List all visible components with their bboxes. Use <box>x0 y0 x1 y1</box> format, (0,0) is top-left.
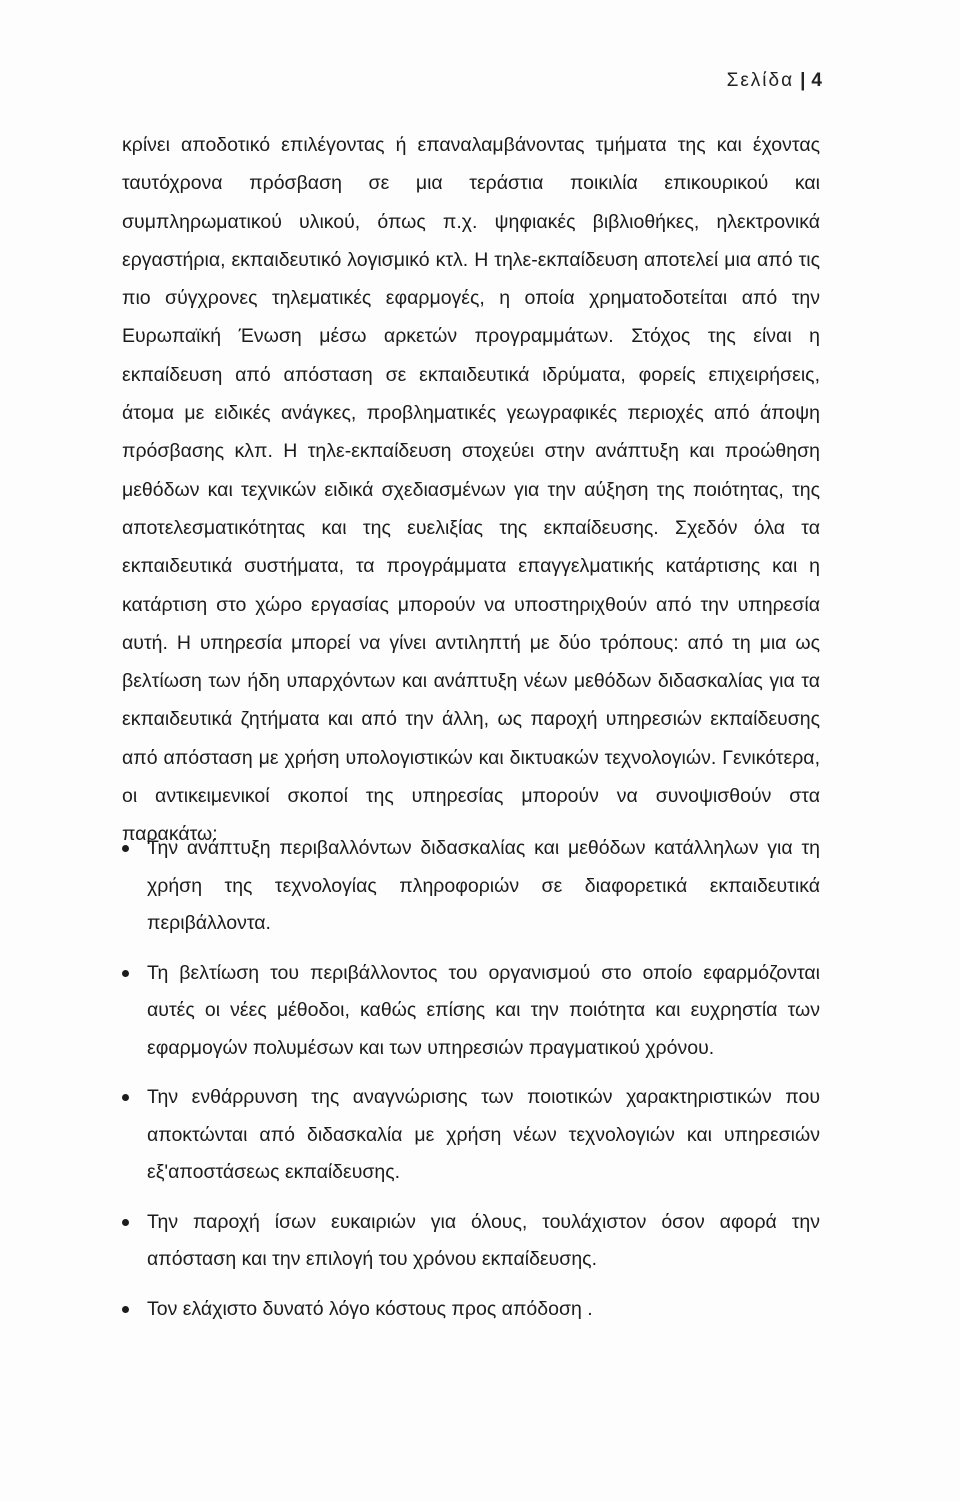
bullet-icon <box>122 845 129 852</box>
page-label: Σελίδα <box>726 70 795 91</box>
bullet-icon <box>122 970 129 977</box>
list-item-text: Τη βελτίωση του περιβάλλοντος του οργανισμού στο οποίο εφαρμόζονται αυτές οι νέες μέθοδοι, καθώς επίσης και την ποιότητα και ευχρηστία των εφαρμογών πολυμέσων και των υπηρεσιών πραγματικού χρόνου. <box>147 961 820 1059</box>
objectives-list <box>122 830 820 1340</box>
list-item <box>122 955 820 1068</box>
page-number: 4 <box>811 70 822 91</box>
list-item <box>122 1079 820 1192</box>
bullet-icon <box>122 1094 129 1101</box>
list-item-text: Την παροχή ίσων ευκαιριών για όλους, τουλάχιστον όσον αφορά την απόσταση και την επιλογή του χρόνου εκπαίδευσης. <box>147 1210 820 1270</box>
list-item <box>122 1291 820 1329</box>
list-item <box>122 1204 820 1279</box>
bullet-icon <box>122 1219 129 1226</box>
bullet-icon <box>122 1306 129 1313</box>
list-item-text: Τον ελάχιστο δυνατό λόγο κόστους προς απόδοση . <box>147 1297 593 1320</box>
header-separator: | <box>800 70 808 91</box>
list-item <box>122 830 820 943</box>
list-item-text: Την ενθάρρυνση της αναγνώρισης των ποιοτικών χαρακτηριστικών που αποκτώνται από διδασκαλία με χρήση νέων τεχνολογιών και υπηρεσιών εξ'αποστάσεως εκπαίδευσης. <box>147 1086 820 1183</box>
page-header <box>727 70 822 92</box>
list-item-text: Την ανάπτυξη περιβαλλόντων διδασκαλίας και μεθόδων κατάλληλων για τη χρήση της τεχνολογίας πληροφοριών σε διαφορετικά εκπαιδευτικά περιβάλλοντα. <box>147 837 820 934</box>
body-paragraph: κρίνει αποδοτικό επιλέγοντας ή επαναλαμβάνοντας τμήματα της και έχοντας ταυτόχρονα πρόσβαση σε μια τεράστια ποικιλία επικουρικού και συμπληρωματικού υλικού, όπως π.χ. ψηφιακές βιβλιοθήκες, ηλεκτρονικά εργαστήρια, εκπαιδευτικό λογισμικό κτλ. Η τηλε-εκπαίδευση αποτελεί μια από τις πιο σύγχρονες τηλεματικές εφαρμογές, η οποία χρηματοδοτείται από την Ευρωπαϊκή Ένωση μέσω αρκετών προγραμμάτων. Στόχος της είναι η εκπαίδευση από απόσταση σε εκπαιδευτικά ιδρύματα, φορείς επιχειρήσεις, άτομα με ειδικές ανάγκες, προβληματικές γεωγραφικές περιοχές από άποψη πρόσβασης κλπ. Η τηλε-εκπαίδευση στοχεύει στην ανάπτυξη και προώθηση μεθόδων και τεχνικών ειδικά σχεδιασμένων για την αύξηση της ποιότητας, της αποτελεσματικότητας και της ευελιξίας της εκπαίδευσης. Σχεδόν όλα τα εκπαιδευτικά συστήματα, τα προγράμματα επαγγελματικής κατάρτισης και η κατάρτιση στο χώρο εργασίας μπορούν να υποστηριχθούν από την υπηρεσία αυτή. Η υπηρεσία μπορεί να γίνει αντιληπτή με δύο τρόπους: από τη μια ως βελτίωση των ήδη υπαρχόντων και ανάπτυξη νέων μεθόδων διδασκαλίας για τα εκπαιδευτικά ζητήματα και από την άλλη, ως παροχή υπηρεσιών εκπαίδευσης από απόσταση με χρήση υπολογιστικών και δικτυακών τεχνολογιών. Γενικότερα, οι αντικειμενικοί σκοποί της υπηρεσίας μπορούν να συνοψισθούν στα παρακάτω: <box>122 134 820 846</box>
